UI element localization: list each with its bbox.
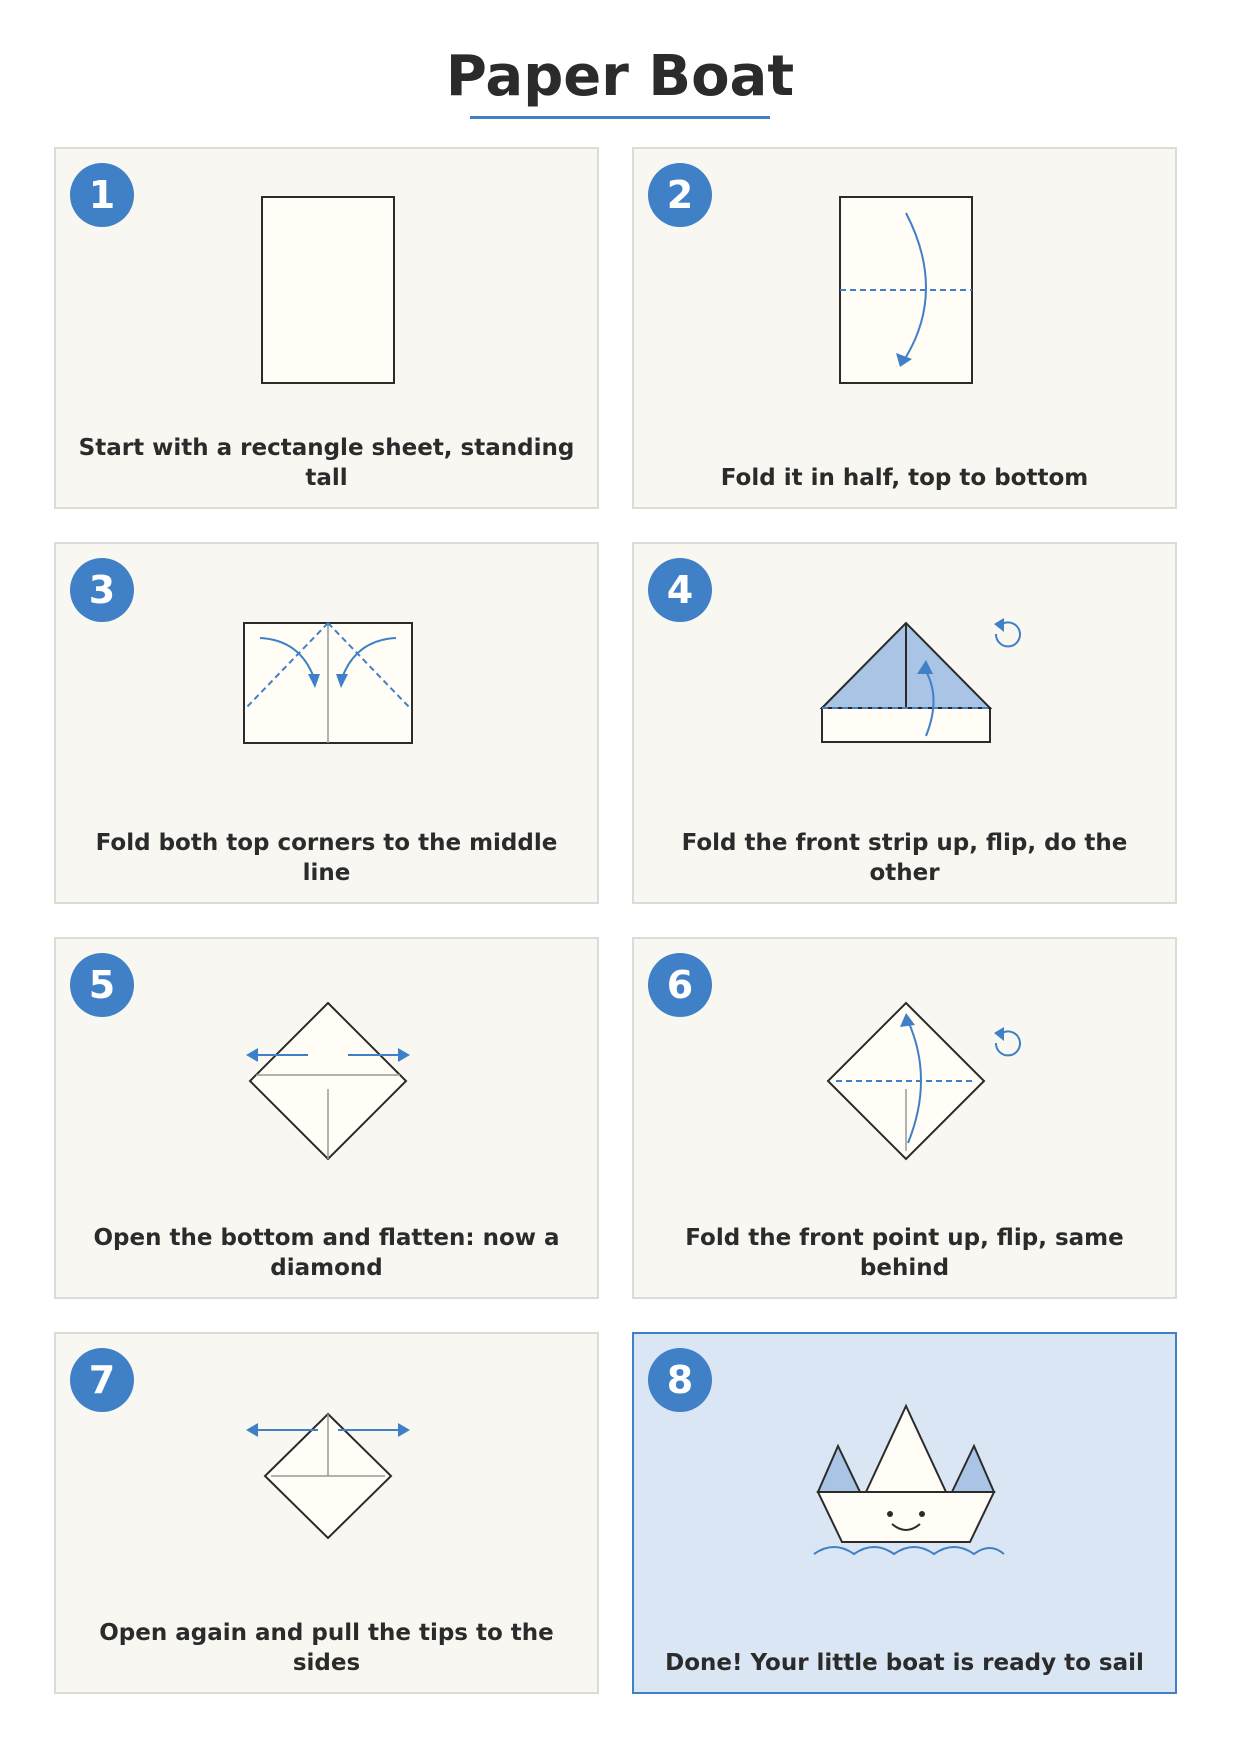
step-number-badge: 5	[70, 953, 134, 1017]
arrow-head	[398, 1048, 410, 1062]
arrow-head	[994, 1027, 1004, 1041]
step-2-illustration	[634, 149, 1179, 511]
step-panel-4	[632, 542, 1177, 904]
step-number-badge: 2	[648, 163, 712, 227]
step-caption: Fold the front strip up, flip, do the other	[681, 830, 1128, 886]
paper-sheet	[262, 197, 394, 383]
step-caption: Start with a rectangle sheet, standing tall	[78, 435, 575, 491]
title-underline	[470, 116, 770, 119]
front-strip	[822, 708, 990, 742]
step-panel-7	[54, 1332, 599, 1694]
step-number-badge: 1	[70, 163, 134, 227]
step-panel-5	[54, 937, 599, 1299]
step-caption: Fold it in half, top to bottom	[720, 465, 1089, 491]
step-caption: Open the bottom and flatten: now a diamond	[93, 1225, 560, 1281]
step-caption: Fold the front point up, flip, same behind	[685, 1225, 1124, 1281]
step-caption: Fold both top corners to the middle line	[95, 830, 558, 886]
page-title: Paper Boat	[445, 44, 795, 109]
step-panel-3	[54, 542, 599, 904]
step-number-badge: 7	[70, 1348, 134, 1412]
water-waves	[814, 1547, 1004, 1554]
step-caption: Done! Your little boat is ready to sail	[665, 1650, 1144, 1676]
step-panel-1	[54, 147, 599, 509]
step-8-illustration	[634, 1334, 1179, 1696]
step-panel-2	[632, 147, 1177, 509]
boat-sail-center	[866, 1406, 946, 1492]
step-number-badge: 6	[648, 953, 712, 1017]
boat-sail-right	[952, 1446, 994, 1492]
step-panel-6	[632, 937, 1177, 1299]
step-caption: Open again and pull the tips to the sides	[99, 1620, 554, 1676]
arrow-head	[398, 1423, 410, 1437]
step-number-badge: 4	[648, 558, 712, 622]
boat-sail-left	[818, 1446, 860, 1492]
step-number-badge: 3	[70, 558, 134, 622]
arrow-head	[246, 1048, 258, 1062]
boat-hull	[818, 1492, 994, 1542]
step-panel-8	[632, 1332, 1177, 1694]
step-number-badge: 8	[648, 1348, 712, 1412]
arrow-head	[994, 618, 1004, 632]
boat-eye-right	[919, 1511, 925, 1517]
arrow-head	[246, 1423, 258, 1437]
boat-eye-left	[887, 1511, 893, 1517]
